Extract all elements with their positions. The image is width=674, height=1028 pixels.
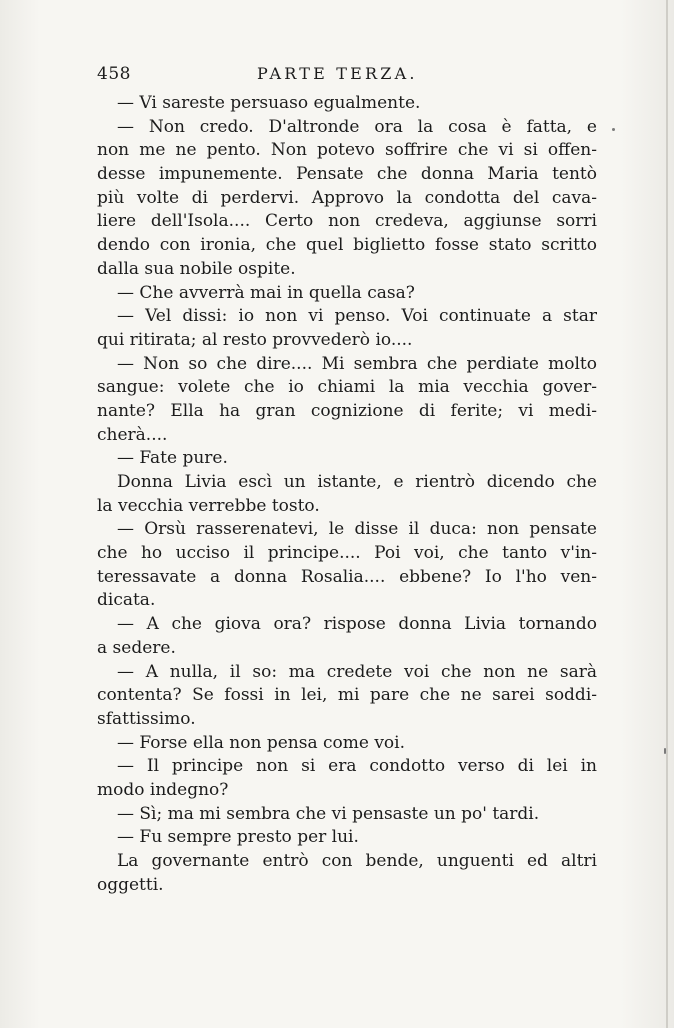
text-line: dalla sua nobile ospite. — [97, 258, 296, 279]
text-line: contenta? Se fossi in lei, mi pare che ne sarei soddi- — [97, 685, 597, 706]
text-line: — Forse ella non pensa come voi. — [117, 732, 406, 753]
text-line: la vecchia verrebbe tosto. — [97, 495, 320, 516]
text-line: — Sì; ma mi sembra che vi pensaste un po' tardi. — [117, 803, 540, 824]
text-line: a sedere. — [97, 637, 176, 658]
text-line: liere dell'Isola.... Certo non credeva, aggiunse sorri — [97, 211, 597, 232]
text-line: — Non so che dire.... Mi sembra che perdiate molto — [117, 353, 597, 374]
body-text — [97, 92, 597, 897]
text-line: nante? Ella ha gran cognizione di ferite; vi medi- — [97, 400, 597, 421]
paper-speck — [612, 128, 615, 131]
text-line: non me ne pento. Non potevo soffrire che vi si offen- — [97, 140, 597, 161]
text-line: qui ritirata; al resto provvederò io.... — [97, 329, 413, 350]
text-line: La governante entrò con bende, unguenti ed altri — [117, 851, 597, 871]
text-line: — Vel dissi: io non vi penso. Voi continuate a star — [117, 306, 597, 327]
page-edge — [666, 0, 668, 1028]
text-line: — Fu sempre presto per lui. — [117, 827, 359, 848]
running-title: PARTE TERZA. — [257, 64, 418, 83]
text-line: modo indegno? — [97, 779, 229, 800]
text-line: — A nulla, il so: ma credete voi che non ne sarà — [117, 661, 597, 682]
paper-speck — [664, 748, 666, 754]
text-line: oggetti. — [97, 874, 164, 895]
text-line: — Il principe non si era condotto verso di lei in — [117, 756, 597, 777]
text-line: che ho ucciso il principe.... Poi voi, che tanto v'in- — [97, 543, 597, 564]
text-line: — Vi sareste persuaso egualmente. — [117, 93, 421, 113]
text-line: — A che giova ora? rispose donna Livia tornando — [117, 614, 597, 635]
text-line: teressavate a donna Rosalia.... ebbene? Io l'ho ven- — [97, 566, 597, 587]
text-line: sfattissimo. — [97, 708, 196, 729]
page-number: 458 — [97, 64, 131, 84]
text-line: — Che avverrà mai in quella casa? — [117, 282, 415, 303]
page-header — [97, 64, 597, 88]
text-line: — Non credo. D'altronde ora la cosa è fatta, e — [117, 116, 597, 137]
text-line: dicata. — [97, 590, 156, 611]
text-line: sangue: volete che io chiami la mia vecchia gover- — [97, 377, 597, 398]
text-line: — Orsù rasserenatevi, le disse il duca: non pensate — [117, 519, 597, 540]
text-line: dendo con ironia, che quel biglietto fosse stato scritto — [97, 235, 597, 256]
text-line: Donna Livia escì un istante, e rientrò dicendo che — [117, 472, 597, 492]
text-line: — Fate pure. — [117, 448, 228, 469]
text-line: desse impunemente. Pensate che donna Maria tentò — [97, 164, 597, 185]
text-line: più volte di perdervi. Approvo la condotta del cava- — [97, 187, 597, 208]
text-line: cherà.... — [97, 424, 168, 445]
